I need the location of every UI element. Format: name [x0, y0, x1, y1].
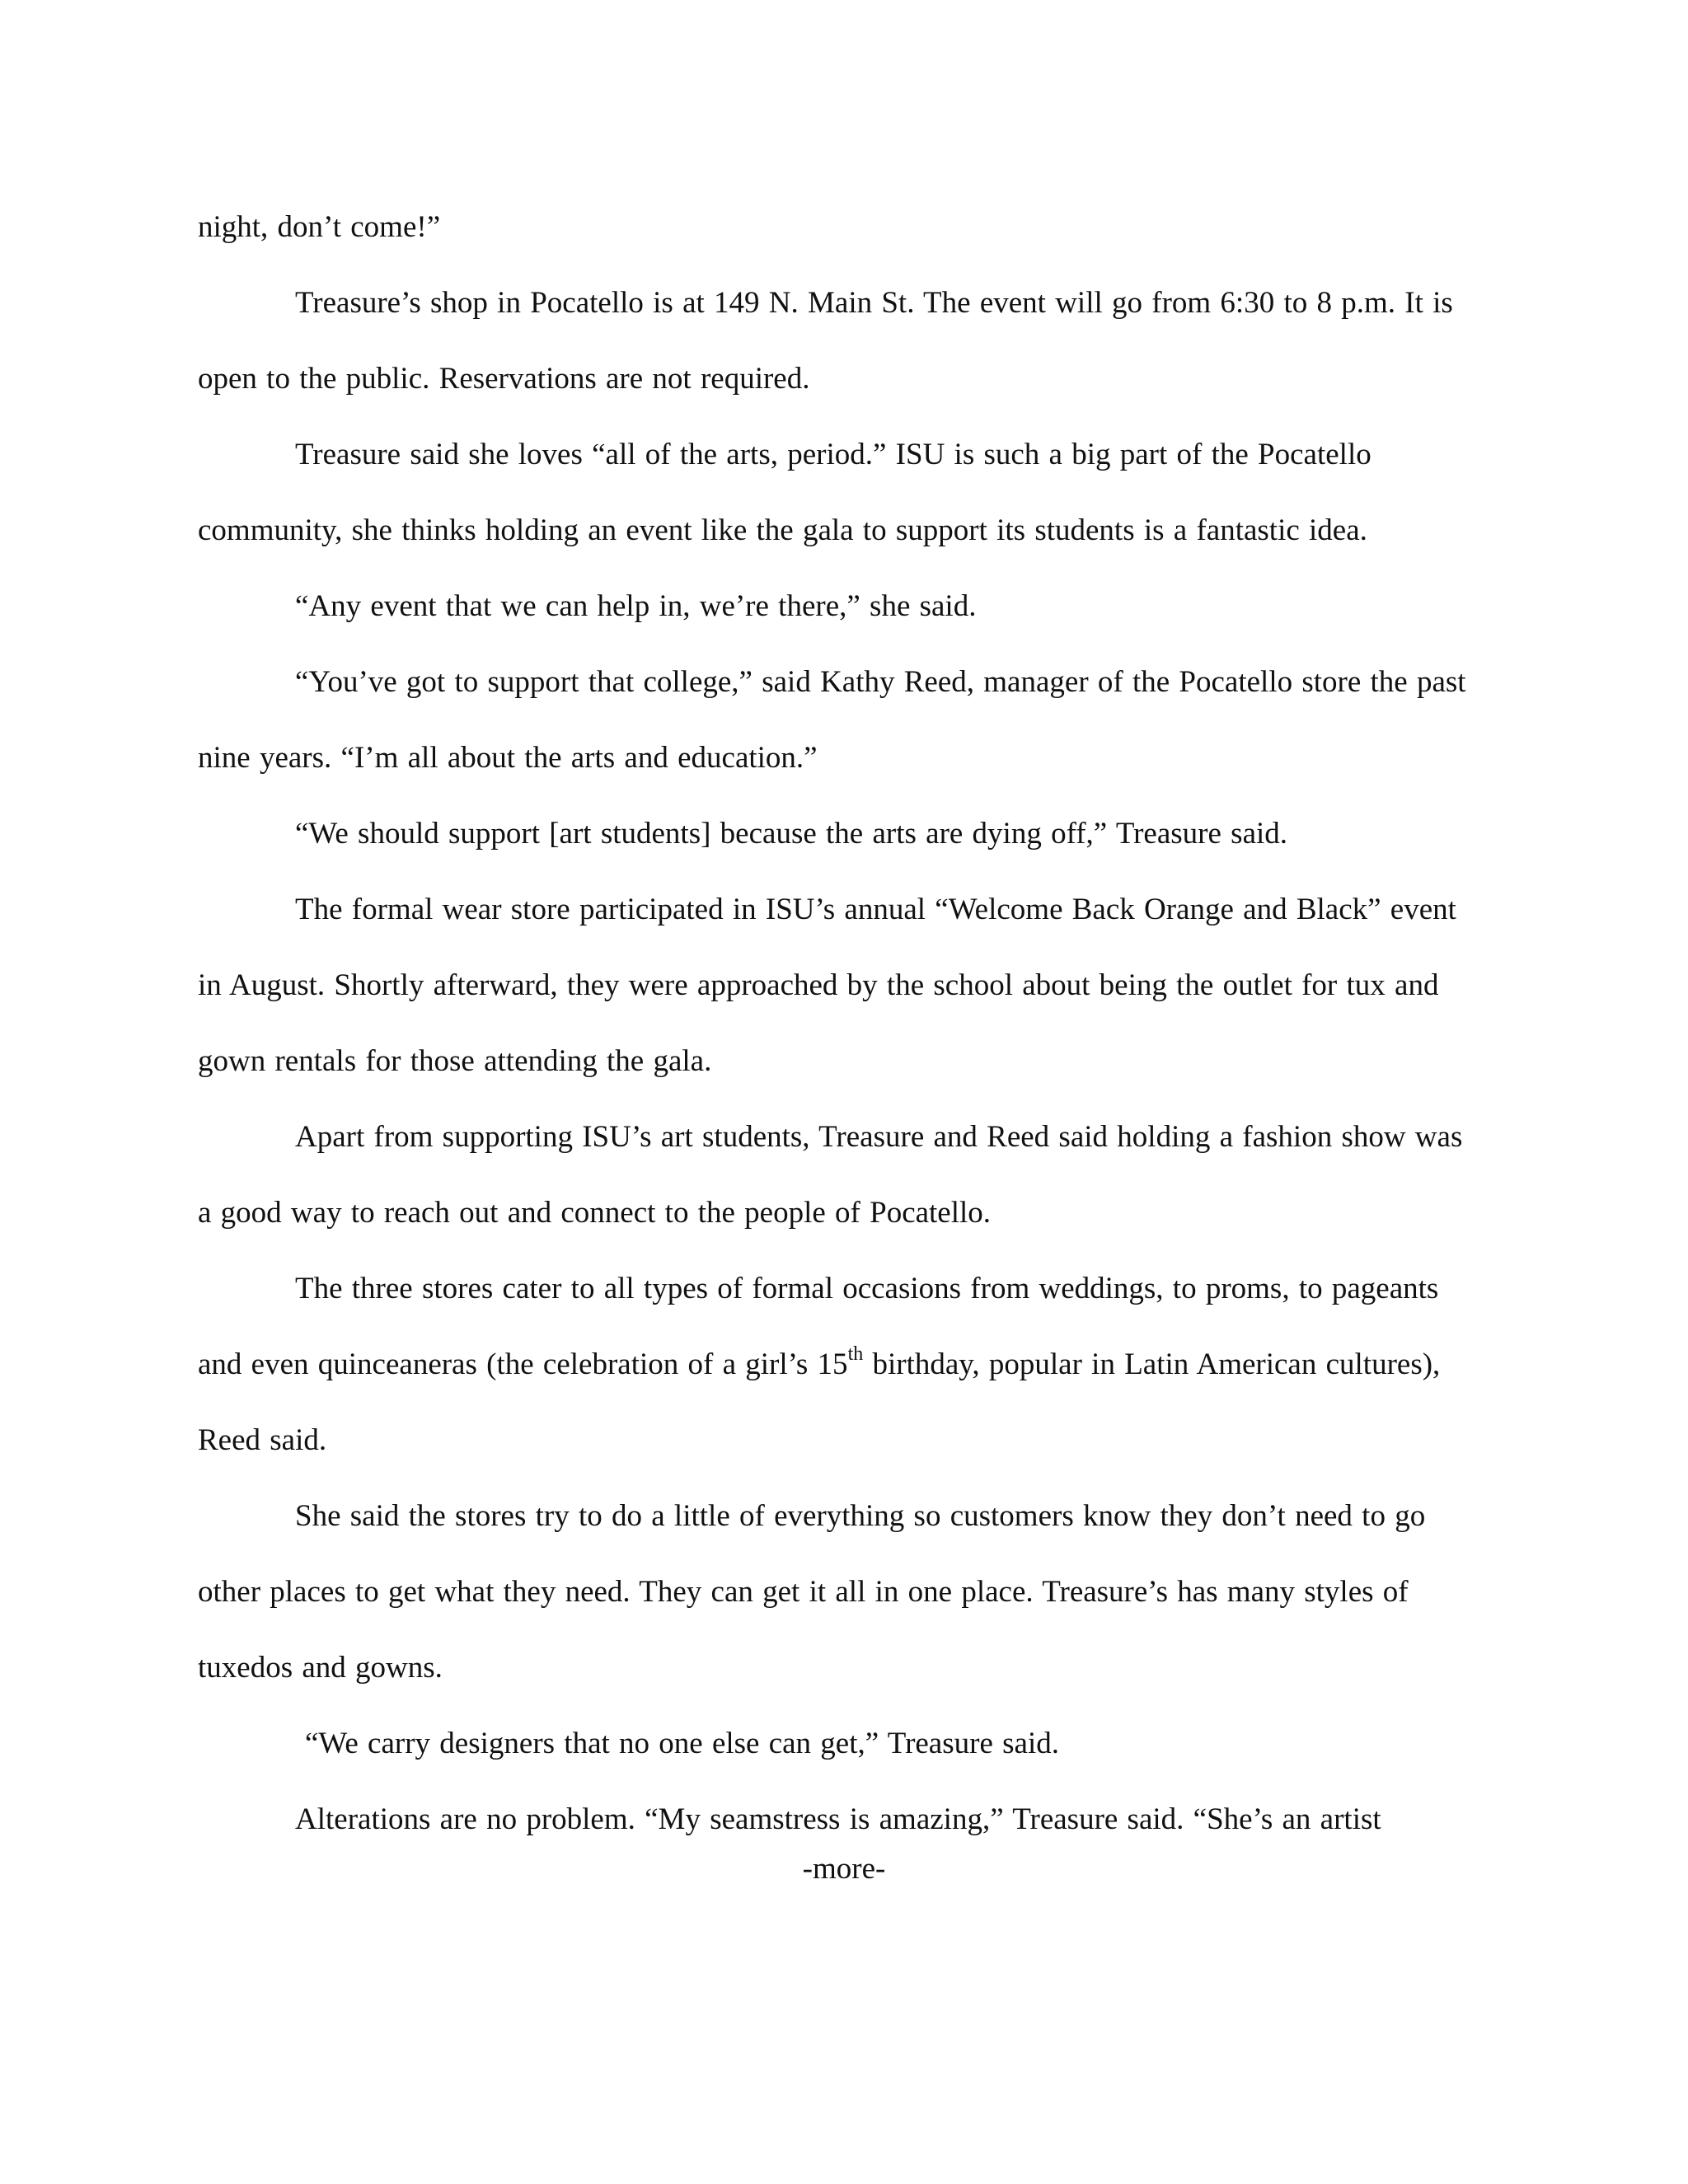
- paragraph: night, don’t come!”: [198, 210, 441, 244]
- paragraph: She said the stores try to do a little of everything so customers know they don’t need to go other places to get what they need. They can get it all in one place. Treasure’s has many styles of tuxedos and gowns.: [198, 1499, 1426, 1685]
- paragraph: “You’ve got to support that college,” said Kathy Reed, manager of the Pocatello store the past nine years. “I’m all about the arts and education.”: [198, 665, 1466, 775]
- paragraph: Treasure said she loves “all of the arts, period.” ISU is such a big part of the Pocatello community, she thinks holding an event like the gala to support its students is a fantastic idea.: [198, 438, 1372, 547]
- paragraph: Apart from supporting ISU’s art students, Treasure and Reed said holding a fashion show was a good way to reach out and connect to the people of Pocatello.: [198, 1120, 1463, 1230]
- page-footer-more: -more-: [802, 1852, 886, 1886]
- paragraph-text: birthday, popular in Latin American cultures), Reed said.: [198, 1347, 1441, 1457]
- article-body: [198, 190, 1484, 1858]
- paragraph: Alterations are no problem. “My seamstress is amazing,” Treasure said. “She’s an artist: [295, 1802, 1381, 1836]
- paragraph: The formal wear store participated in ISU’s annual “Welcome Back Orange and Black” event in August. Shortly afterward, they were approached by the school about being the outlet for tux and gown rentals for those attending the gala.: [198, 893, 1456, 1078]
- paragraph: [198, 1251, 1484, 1479]
- paragraph: Treasure’s shop in Pocatello is at 149 N. Main St. The event will go from 6:30 to 8 p.m. It is open to the public. Reservations are not required.: [198, 286, 1453, 396]
- paragraph: “We carry designers that no one else can get,” Treasure said.: [305, 1727, 1059, 1760]
- paragraph-text: The three stores cater to all types of formal occasions from weddings, to proms, to pageants and even quinceaneras (the celebration of a girl’s 15: [198, 1272, 1439, 1381]
- ordinal-superscript: th: [847, 1343, 864, 1365]
- paragraph: “Any event that we can help in, we’re there,” she said.: [295, 589, 977, 623]
- paragraph: “We should support [art students] because the arts are dying off,” Treasure said.: [295, 817, 1288, 851]
